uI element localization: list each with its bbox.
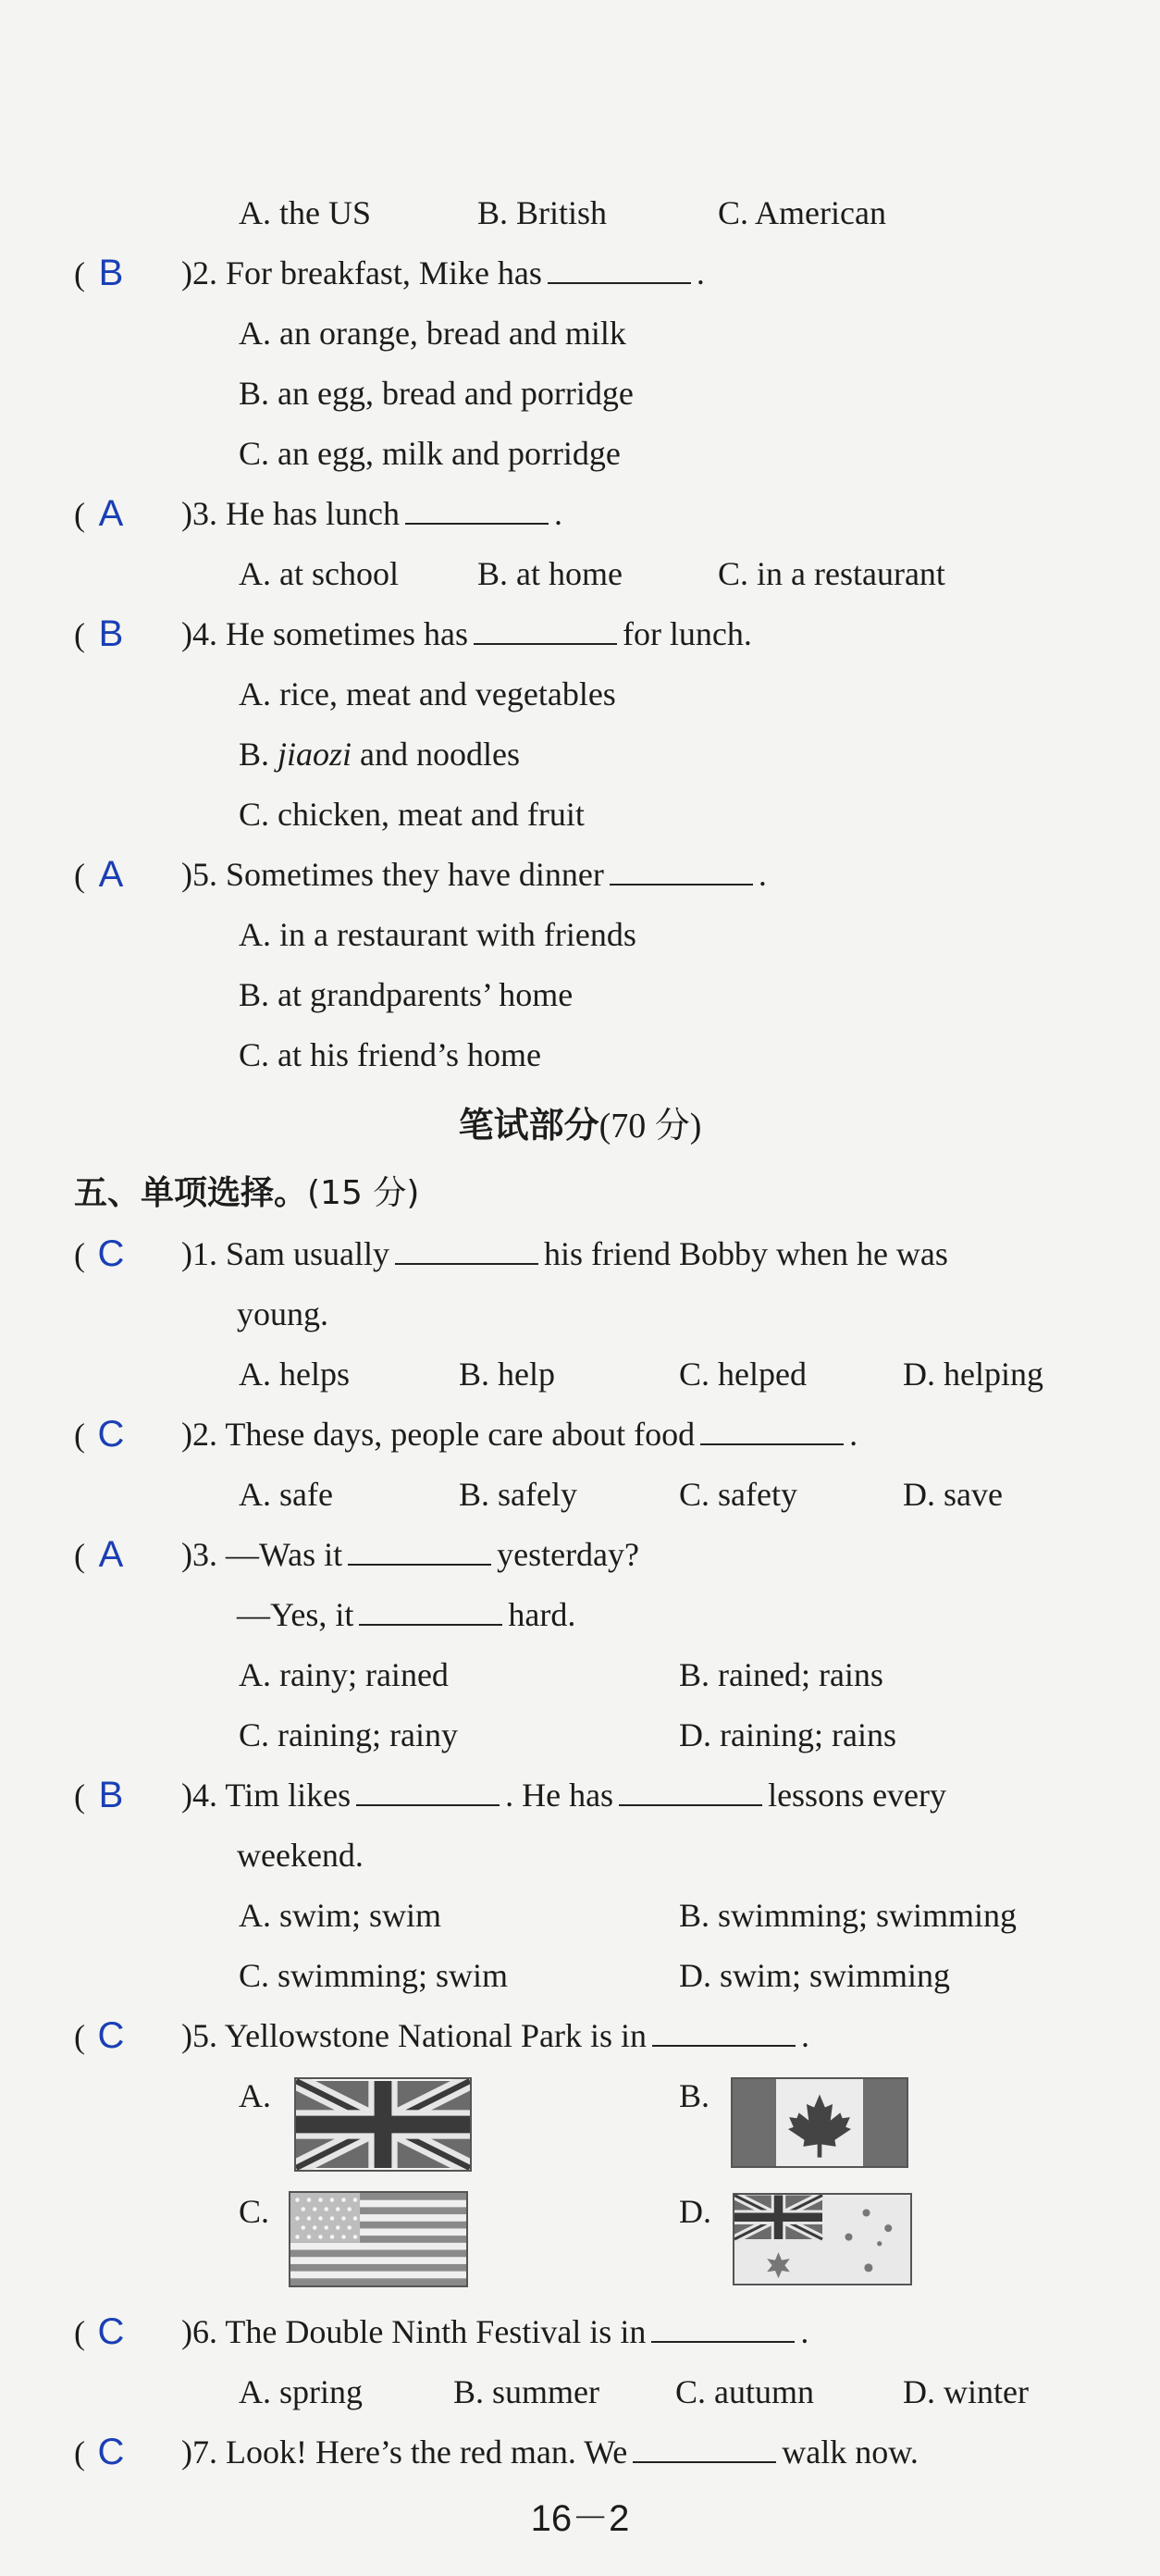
question-text: . He has	[505, 1777, 614, 1814]
option: B. at home	[477, 555, 623, 592]
blank	[348, 1532, 491, 1566]
answer-letter: C	[97, 2432, 125, 2472]
question-text: Look! Here’s the red man. We	[226, 2434, 628, 2471]
question-number: )1.	[181, 1235, 217, 1272]
answer-letter: C	[97, 2015, 125, 2056]
blank	[395, 1232, 538, 1265]
uk-flag-icon	[294, 2077, 472, 2172]
question-number: )6.	[181, 2313, 217, 2350]
question-text: hard.	[508, 1596, 576, 1633]
option-label: B.	[239, 736, 270, 773]
part-title: 五、单项选择。	[74, 1174, 308, 1212]
answer-slot: ( B	[74, 250, 137, 297]
question-text: yesterday?	[497, 1536, 640, 1573]
option: C. chicken, meat and fruit	[239, 796, 585, 833]
blank	[700, 1412, 844, 1445]
question-text: —Yes, it	[237, 1596, 354, 1633]
option: A. rainy; rained	[239, 1656, 449, 1693]
answer-letter: C	[97, 1233, 125, 1274]
part-heading	[74, 1170, 419, 1217]
option-label: D.	[679, 2193, 711, 2230]
question-text: Sometimes they have dinner	[226, 856, 604, 893]
answer-slot: ( C	[74, 2012, 137, 2060]
option: A. helps	[239, 1356, 350, 1393]
answer-letter: A	[98, 493, 124, 534]
answer-letter: A	[98, 1534, 124, 1575]
option: A. rice, meat and vegetables	[239, 675, 616, 712]
question-text: .	[553, 495, 562, 532]
option: C. safety	[679, 1476, 797, 1513]
section-points: (70 分)	[599, 1107, 702, 1146]
question-text: Yellowstone National Park is in	[224, 2017, 647, 2054]
blank	[474, 612, 617, 645]
blank	[652, 2013, 796, 2047]
question-line	[237, 1591, 575, 1638]
option: C. raining; rainy	[239, 1716, 458, 1753]
question-text: He has lunch	[226, 495, 400, 532]
question-text: These days, people care about food	[225, 1416, 696, 1453]
section-title-text: 笔试部分	[458, 1105, 599, 1146]
answer-slot: ( C	[74, 2309, 137, 2356]
option: A. the US	[239, 194, 371, 231]
option: C. autumn	[675, 2373, 814, 2410]
option: D. raining; rains	[679, 1716, 896, 1753]
question-number: )3.	[181, 495, 217, 532]
question-line	[181, 250, 705, 296]
us-flag-icon	[289, 2191, 468, 2287]
question-number: )2.	[181, 254, 217, 291]
option: C. at his friend’s home	[239, 1036, 541, 1073]
question-line	[181, 490, 562, 537]
answer-letter: C	[97, 1414, 125, 1455]
option-italic-word: jiaozi	[278, 736, 352, 773]
option: A. spring	[239, 2373, 363, 2410]
option: B. at grandparents’ home	[239, 976, 574, 1013]
blank	[548, 251, 691, 284]
answer-slot: ( A	[74, 490, 137, 538]
question-text: .	[800, 2313, 809, 2350]
option-label: B.	[679, 2077, 710, 2114]
blank	[610, 852, 753, 886]
australia-flag-icon	[733, 2193, 912, 2285]
option-label: C.	[239, 2193, 270, 2230]
question-text: For breakfast, Mike has	[226, 254, 542, 291]
blank	[356, 1773, 500, 1806]
question-number: )3.	[181, 1536, 217, 1573]
option-text: and noodles	[360, 736, 520, 773]
question-line	[181, 2012, 809, 2059]
question-text: He sometimes has	[226, 615, 468, 652]
section-title	[0, 1099, 1160, 1152]
option: A. in a restaurant with friends	[239, 916, 636, 953]
question-number: )5.	[181, 2017, 217, 2054]
option: D. save	[903, 1476, 1003, 1513]
question-text: walk now.	[782, 2434, 919, 2471]
option: B. rained; rains	[679, 1656, 883, 1693]
question-continuation: young.	[237, 1295, 328, 1332]
question-text: —Was it	[226, 1536, 343, 1573]
question-continuation: weekend.	[237, 1837, 364, 1874]
option: C. swimming; swim	[239, 1957, 509, 1994]
option: A. an orange, bread and milk	[239, 315, 626, 352]
part-points: (15 分)	[307, 1174, 420, 1212]
canada-flag-icon	[731, 2077, 908, 2168]
option: B. British	[477, 194, 608, 231]
question-line	[181, 1772, 946, 1818]
answer-slot: ( A	[74, 851, 137, 898]
answer-slot: ( C	[74, 1231, 137, 1278]
option: B. an egg, bread and porridge	[239, 375, 634, 412]
question-text: Tim likes	[225, 1777, 352, 1814]
question-line	[181, 2309, 808, 2355]
option	[239, 731, 520, 777]
option: C. in a restaurant	[718, 555, 945, 592]
option: B. swimming; swimming	[679, 1897, 1018, 1934]
question-line	[181, 1231, 948, 1277]
answer-slot: ( B	[74, 1772, 137, 1819]
question-text: lessons every	[768, 1777, 947, 1814]
option: D. helping	[903, 1356, 1043, 1393]
question-number: )4.	[181, 615, 217, 652]
blank	[619, 1773, 762, 1806]
blank	[633, 2430, 776, 2463]
option: A. at school	[239, 555, 399, 592]
question-line	[181, 2429, 919, 2475]
option: C. helped	[679, 1356, 807, 1393]
blank	[405, 491, 549, 525]
option: B. help	[459, 1356, 555, 1393]
question-line	[181, 1411, 858, 1457]
question-text: his friend Bobby when he was	[544, 1235, 948, 1272]
question-text: Sam usually	[226, 1235, 389, 1272]
question-text: .	[758, 856, 767, 893]
question-text: .	[696, 254, 705, 291]
option: A. swim; swim	[239, 1897, 442, 1934]
option: C. American	[718, 194, 886, 231]
option: D. swim; swimming	[679, 1957, 951, 1994]
answer-slot: ( C	[74, 2429, 137, 2476]
blank	[359, 1592, 502, 1626]
answer-letter: B	[98, 253, 124, 293]
answer-slot: ( A	[74, 1531, 137, 1579]
question-number: )5.	[181, 856, 217, 893]
page-number: 16－2	[530, 2498, 630, 2539]
question-text: The Double Ninth Festival is in	[225, 2313, 647, 2350]
answer-letter: B	[98, 613, 124, 654]
question-line	[181, 611, 752, 657]
answer-letter: A	[98, 854, 124, 895]
question-line	[181, 1531, 639, 1578]
option: A. safe	[239, 1476, 333, 1513]
question-text: for lunch.	[622, 615, 752, 652]
answer-letter: B	[98, 1775, 124, 1815]
answer-letter: C	[97, 2311, 125, 2352]
option: B. summer	[453, 2373, 599, 2410]
option-label: A.	[239, 2077, 271, 2114]
question-number: )2.	[181, 1416, 217, 1453]
question-number: )7.	[181, 2434, 217, 2471]
option: B. safely	[459, 1476, 577, 1513]
blank	[651, 2310, 795, 2343]
question-text: .	[849, 1416, 858, 1453]
question-text: .	[801, 2017, 809, 2054]
question-line	[181, 851, 767, 898]
question-number: )4.	[181, 1777, 217, 1814]
answer-slot: ( C	[74, 1411, 137, 1458]
answer-slot: ( B	[74, 611, 137, 658]
option: C. an egg, milk and porridge	[239, 435, 621, 472]
option: D. winter	[903, 2373, 1029, 2410]
